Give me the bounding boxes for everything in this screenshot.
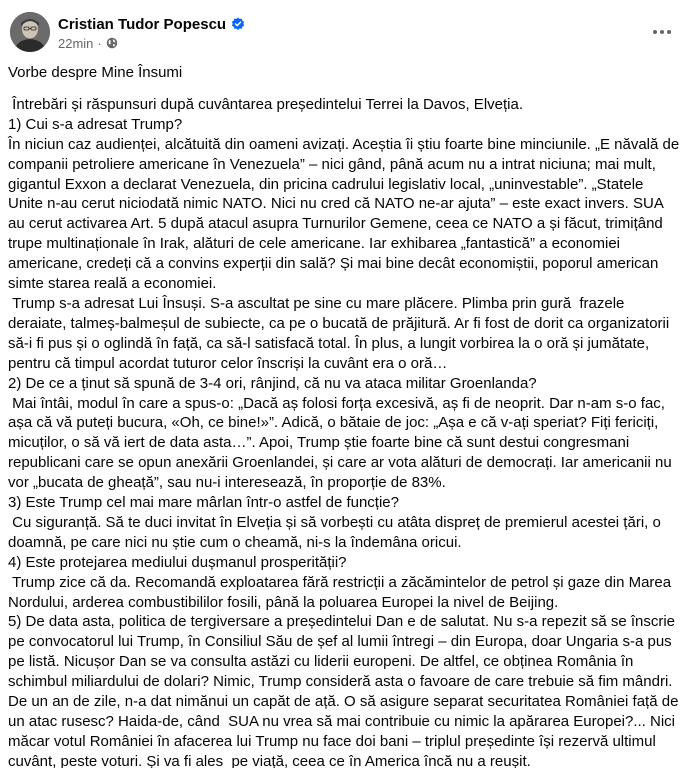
post-paragraph: Trump s-a adresat Lui Însuși. S-a ascultat pe sine cu mare plăcere. Plimba prin gură frazele deraiate, talmeș-balmeșul de subiecte, ca pe o bucată de prăjitură. Ar fi fost de dorit ca organizatorii să-i fi pus și o oglindă în față, ca să-l satisfacă total. În plus, a lungit vorbirea la o oră și jumătate, pentru că timpul acordat tuturor celor înscriși la cuvânt era o oră… — [8, 294, 674, 372]
globe-icon[interactable] — [106, 37, 118, 49]
post-meta — [58, 35, 118, 51]
post-paragraph: Cu siguranță. Să te duci invitat în Elveția și să vorbești cu atâta dispreț de premierul acestei țări, o doamnă, pe care nici nu știe cum o cheamă, ni-s la îndemâna oricui. — [8, 513, 665, 551]
post-paragraph: Întrebări și răspunsuri după cuvântarea președintelui Terrei la Davos, Elveția. — [8, 95, 523, 113]
post-paragraph: În niciun caz audienței, alcătuită din oameni avizați. Aceștia îi știu foarte bine minciunile. „E năvală de companii petroliere americane în Venezuela” – nici gând, până acum nu a intrat niciuna; mai mult, gigantul Exxon a declarat Venezuela, din pricina cadrului legislativ local, „uninvestable”. „Statele Unite n-au cerut niciodată nimic NATO. Nici nu cred că NATO ne-ar ajuta” – este exact invers. SUA au cerut activarea Art. 5 după atacul asupra Turnurilor Gemene, ceea ce NATO a și făcut, trimițând trupe multinaționale în Irak, alături de cele americane. Iar exhibarea „fantastică” a economiei americane, credeți că a convins experții din sală? Și mai bine decât economiștii, poporul american simte starea reală a economiei. — [8, 135, 684, 293]
more-options-icon — [652, 29, 672, 35]
author-avatar[interactable] — [10, 12, 50, 52]
title-spacer — [8, 83, 680, 95]
meta-separator: · — [97, 35, 102, 51]
verified-badge-icon — [231, 17, 245, 31]
post-paragraph: 1) Cui s-a adresat Trump? — [8, 115, 183, 133]
post-timestamp[interactable]: 22min — [58, 35, 94, 51]
more-options-button[interactable] — [648, 18, 676, 46]
avatar-image — [10, 12, 50, 52]
post-paragraph: 5) De data asta, politica de tergiversare a președintelui Dan e de salutat. Nu s-a repezit să se înscrie pe convocatorul lui Trump, în Consiliul Său de șef al lumii întregi – din Europa, doar Ungaria s-a pus pe listă. Nicușor Dan se va consulta astăzi cu liderii europeni. De altfel, ce obținea România în schimbul miliardului de dolari? Nimic, Trump consideră asta o favoare de care trebuie să fim mândri. De un an de zile, n-a dat nimănui un capăt de ață. O să asigure separat securitatea României față de un atac rusesc? Haida-de, când SUA nu vrea să mai contribuie cu nimic la apărarea Europei?... Nici măcar votul României în afacerea lui Trump nu face doi bani – triplul președinte își rezervă ultimul cuvânt, peste voturi. Și va fi ales pe viață, ceea ce în America încă nu a reușit. — [8, 613, 683, 768]
post-paragraph: Trump zice că da. Recomandă exploatarea fără restricții a zăcămintelor de petrol și gaze din Marea Nordului, arderea combustibililor fosili, până la poluarea Europei la nivel de Beijing. — [8, 573, 676, 611]
author-name[interactable]: Cristian Tudor Popescu — [58, 15, 227, 33]
post-paragraph: 3) Este Trump cel mai mare mârlan într-o astfel de funcție? — [8, 494, 399, 512]
post-header — [10, 12, 680, 56]
post-paragraph: 4) Este protejarea mediului dușmanul prosperității? — [8, 553, 347, 571]
post-paragraph: Mai întâi, modul în care a spus-o: „Dacă aș folosi forța excesivă, aș fi de neoprit. Dar n-am s-o fac, așa că vă puteți bucura, «Oh, ce bine!»”. Adică, o bătaie de joc: „Așa e că v-ați speriat? Fiți fericiți, micuților, o să vă iert de data asta…”. Apoi, Trump știe foarte bine că sunt destui congresmani republicani care se opun anexării Groenlandei, și care ar vota alături de democrați. Iar americanii nu vor „bucata de gheață”, sau nu-i interesează, în proporție de 83%. — [8, 394, 676, 492]
post-paragraph: 2) De ce a ținut să spună de 3-4 ori, rânjind, că nu va ataca militar Groenlanda? — [8, 374, 537, 392]
post-body — [8, 63, 684, 768]
post-title: Vorbe despre Mine Însumi — [8, 64, 183, 81]
author-line — [58, 14, 245, 34]
